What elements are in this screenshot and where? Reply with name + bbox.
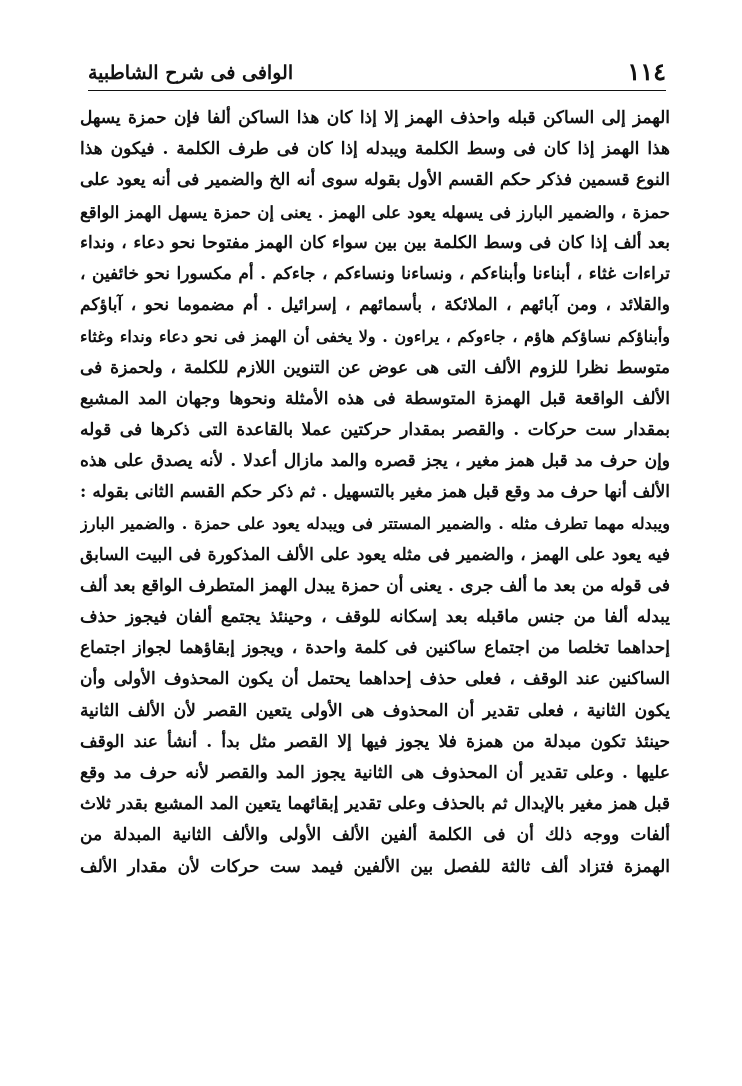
text-line: قبل همز مغير بالإبدال ثم بالحذف وعلى تقدير إبقائهما يتعين المد المشبع بقدر ثلاث xyxy=(80,794,670,815)
text-line: بعد ألف إذا كان فى وسط الكلمة بين بين سواء كان الهمز مفتوحا نحو دعاء ، ونداء xyxy=(80,232,670,253)
text-line: ويبدله مهما تطرف مثله . والضمير المستتر فى ويبدله يعود على حمزة . والضمير البارز xyxy=(80,514,670,534)
text-line: الساكنين عند الوقف ، فعلى حذف إحداهما يحتمل أن يكون المحذوف الأولى وأن xyxy=(80,669,670,690)
text-line: النوع قسمين فذكر حكم القسم الأول بقوله سوى أنه الخ والضمير فى أنه يعود على xyxy=(80,170,670,191)
page-header xyxy=(88,52,666,88)
header-rule xyxy=(88,90,666,91)
text-line: الألف أنها حرف مد وقع قبل همز مغير بالتسهيل . ثم ذكر حكم القسم الثانى بقوله : xyxy=(80,482,670,503)
text-line: ألفات ووجه ذلك أن فى الكلمة ألفين الألف الأولى والألف الثانية المبدلة من xyxy=(80,825,670,846)
text-line: فيه يعود على الهمز ، والضمير فى مثله يعود على الألف المذكورة فى البيت السابق xyxy=(80,544,670,565)
text-line: يبدله ألفا من جنس ماقبله بعد إسكانه للوقف ، وحينئذ يجتمع ألفان فيجوز حذف xyxy=(80,607,670,627)
text-line: يكون الثانية ، فعلى تقدير أن المحذوف هى الأولى يتعين القصر لأن الألف الثانية xyxy=(80,700,670,721)
text-line: وأبناؤكم نساؤكم هاؤم ، جاءوكم ، يراءون . ولا يخفى أن الهمز فى نحو دعاء ونداء وغثاء xyxy=(80,327,670,347)
text-line: تراءات غثاء ، أبناءنا وأبناءكم ، ونساءنا ونساءكم ، جاءكم . أم مكسورا نحو خائفين ، xyxy=(80,263,670,284)
text-line: حينئذ تكون مبدلة من همزة فلا يجوز فيها إلا القصر مثل بدأ . أنشأ عند الوقف xyxy=(80,731,670,752)
text-line: والقلائد ، ومن آبائهم ، الملائكة ، بأسمائهم ، إسرائيل . أم مضموما نحو ، آباؤكم xyxy=(80,295,670,316)
text-line: حمزة ، والضمير البارز فى يسهله يعود على الهمز . يعنى إن حمزة يسهل الهمز الواقع xyxy=(80,202,670,222)
text-line: عليها . وعلى تقدير أن المحذوف هى الثانية يجوز المد والقصر لأنه حرف مد وقع xyxy=(80,762,670,783)
page-body xyxy=(80,103,670,883)
text-line: وإن حرف مد قبل همز مغير ، يجز قصره والمد مازال أعدلا . لأنه يصدق على هذه xyxy=(80,451,670,472)
text-line: بمقدار ست حركات . والقصر بمقدار حركتين عملا بالقاعدة التى ذكرها فى قوله xyxy=(80,419,670,440)
running-title: الوافى فى شرح الشاطبية xyxy=(88,62,294,84)
page-number: ١١٤ xyxy=(627,57,666,86)
text-line: متوسط نظرا للزوم الألف التى هى عوض عن التنوين اللازم للكلمة ، ولحمزة فى xyxy=(80,357,670,378)
text-line: فى قوله من بعد ما ألف جرى . يعنى أن حمزة يبدل الهمز المتطرف الواقع بعد ألف xyxy=(80,575,670,596)
text-line: الألف الواقعة قبل الهمزة المتوسطة فى هذه الأمثلة ونحوها وجهان المد المشبع xyxy=(80,388,670,409)
text-line: هذا الهمز إذا كان فى وسط الكلمة ويبدله إذا كان فى طرف الكلمة . فيكون هذا xyxy=(80,139,670,160)
text-line: الهمز إلى الساكن قبله واحذف الهمز إلا إذا كان هذا الساكن ألفا فإن حمزة يسهل xyxy=(80,108,670,128)
text-line: الهمزة فتزاد ألف ثالثة للفصل بين الألفين فيمد ست حركات لأن مقدار الألف xyxy=(80,856,670,877)
text-line: إحداهما تخلصا من اجتماع ساكنين فى كلمة واحدة ، ويجوز إبقاؤهما لجواز اجتماع xyxy=(80,638,670,659)
